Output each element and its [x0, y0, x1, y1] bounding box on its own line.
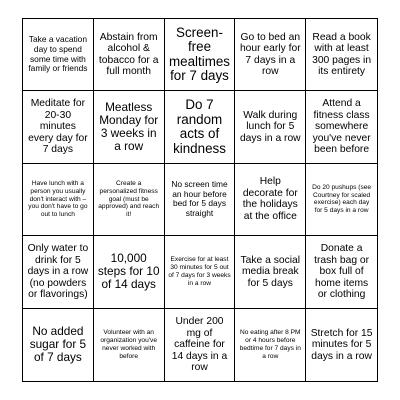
bingo-cell-b5[interactable]: No added sugar for 5 of 7 days [23, 309, 94, 381]
bingo-cell-b1[interactable]: Take a vacation day to spend some time with family or friends [23, 19, 94, 91]
bingo-cell-o4[interactable]: Donate a trash bag or box full of home items or clothing [306, 236, 377, 308]
bingo-board [22, 18, 378, 382]
bingo-cell-g2[interactable]: Walk during lunch for 5 days in a row [235, 91, 306, 163]
bingo-cell-n1[interactable]: Screen-free mealtimes for 7 days [165, 19, 236, 91]
bingo-cell-o1[interactable]: Read a book with at least 300 pages in its entirety [306, 19, 377, 91]
bingo-cell-o2[interactable]: Attend a fitness class somewhere you've never been before [306, 91, 377, 163]
bingo-cell-g3[interactable]: Help decorate for the holidays at the office [235, 164, 306, 236]
bingo-cell-i2[interactable]: Meatless Monday for 3 weeks in a row [94, 91, 165, 163]
bingo-cell-i3[interactable]: Create a personalized fitness goal (must be approved) and reach it! [94, 164, 165, 236]
bingo-cell-o3[interactable]: Do 20 pushups (see Courtney for scaled exercise) each day for 5 days in a row [306, 164, 377, 236]
bingo-cell-g5[interactable]: No eating after 8 PM or 4 hours before bedtime for 7 days in a row [235, 309, 306, 381]
bingo-cell-i5[interactable]: Volunteer with an organization you've never worked with before [94, 309, 165, 381]
bingo-cell-n4[interactable]: Exercise for at least 30 minutes for 5 out of 7 days for 3 weeks in a row [165, 236, 236, 308]
bingo-cell-i4[interactable]: 10,000 steps for 10 of 14 days [94, 236, 165, 308]
bingo-cell-b2[interactable]: Meditate for 20-30 minutes every day for 7 days [23, 91, 94, 163]
bingo-cell-g1[interactable]: Go to bed an hour early for 7 days in a row [235, 19, 306, 91]
bingo-cell-g4[interactable]: Take a social media break for 5 days [235, 236, 306, 308]
bingo-cell-b3[interactable]: Have lunch with a person you usually don't interact with – you don't have to go out to lunch [23, 164, 94, 236]
bingo-cell-i1[interactable]: Abstain from alcohol & tobacco for a full month [94, 19, 165, 91]
bingo-cell-n3[interactable]: No screen time an hour before bed for 5 days straight [165, 164, 236, 236]
bingo-cell-o5[interactable]: Stretch for 15 minutes for 5 days in a row [310, 327, 373, 362]
bingo-cell-n5[interactable]: Under 200 mg of caffeine for 14 days in a row [165, 309, 236, 381]
bingo-cell-b4[interactable]: Only water to drink for 5 days in a row (no powders or flavorings) [23, 236, 94, 308]
bingo-cell-n2[interactable]: Do 7 random acts of kindness [165, 91, 236, 163]
